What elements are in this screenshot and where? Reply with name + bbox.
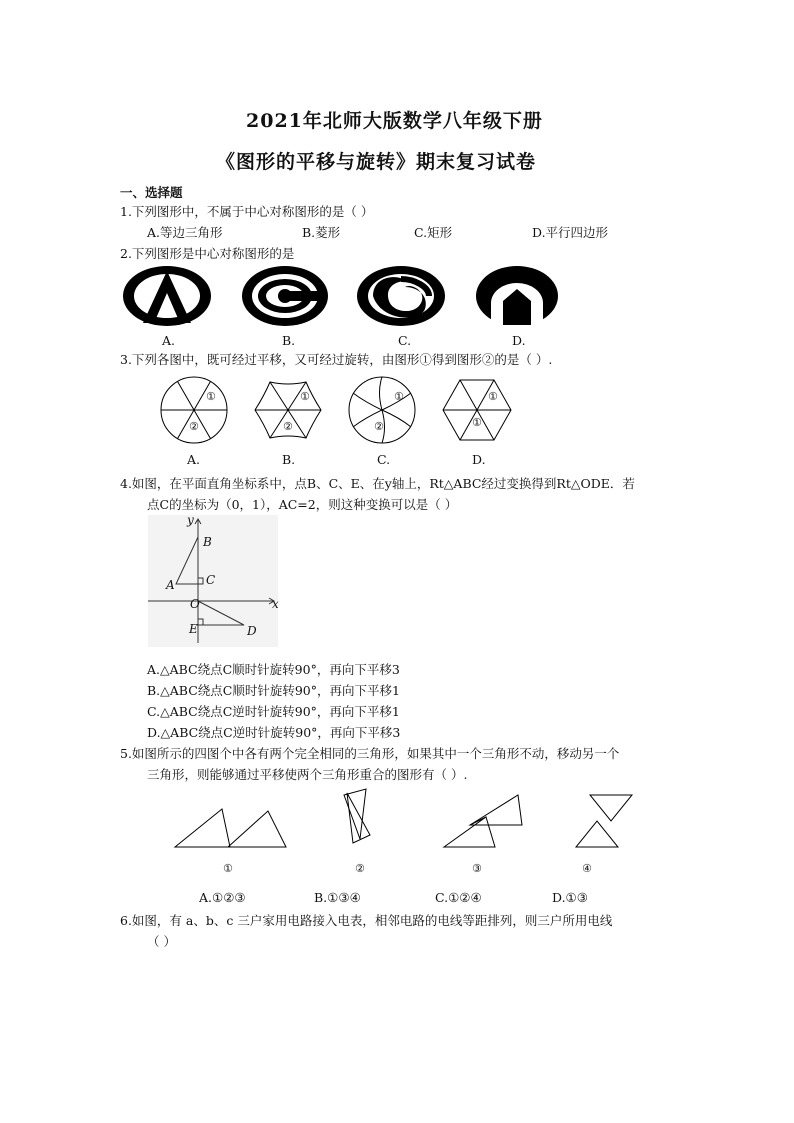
q5-figure-label-1: ① [223,862,233,875]
q3-figure-a [161,377,227,443]
q4-option-a[interactable]: A.△ABC绕点C顺时针旋转90°，再向下平移3 [147,662,400,677]
q4-label-y: y [187,513,194,527]
q4-label-b: B [203,535,212,549]
logo-a-icon [123,266,211,326]
page-subtitle: 《图形的平移与旋转》期末复习试卷 [216,151,537,173]
q2-label-a: A. [162,333,176,348]
logo-c-icon [357,266,445,326]
q3-mark-c2: ② [374,420,384,433]
q4-label-d: D [247,624,257,638]
q4-stem-line2: 点C的坐标为（0，1），AC=2，则这种变换可以是（ ） [147,497,458,512]
q5-option-a[interactable]: A.①②③ [199,890,246,905]
q3-mark-d2: ① [472,416,482,429]
q2-label-d: D. [512,333,526,348]
q2-stem: 2.下列图形是中心对称图形的是 [120,246,295,261]
q1-option-c[interactable]: C.矩形 [414,225,453,240]
section-heading: 一、选择题 [120,185,183,200]
q2-label-c: C. [398,333,412,348]
q1-option-b[interactable]: B.菱形 [302,225,341,240]
q4-label-x: x [272,597,279,611]
q5-option-b[interactable]: B.①③④ [314,890,361,905]
q4-label-o: O [190,597,200,611]
q6-stem-line2: （ ） [147,934,176,949]
q3-stem: 3.下列各图中，既可经过平移，又可经过旋转，由图形①得到图形②的是（ ）. [120,352,553,367]
q3-mark-c1: ① [394,390,404,403]
q3-mark-a1: ① [206,390,216,403]
q3-label-d: D. [472,452,486,467]
q3-figure-c [349,377,415,443]
q3-label-b: B. [282,452,296,467]
q4-option-d[interactable]: D.△ABC绕点C逆时针旋转90°，再向下平移3 [147,725,401,740]
q3-label-c: C. [377,452,391,467]
q4-label-c: C [206,573,216,587]
logo-d-icon [476,266,558,331]
q3-mark-a2: ② [189,420,199,433]
q3-mark-b2: ② [283,420,293,433]
q3-mark-d1: ① [488,390,498,403]
q4-stem-line1: 4.如图，在平面直角坐标系中，点B、C、E、在y轴上，Rt△ABC经过变换得到Rt△ODE．若 [120,476,635,491]
q2-label-b: B. [282,333,296,348]
q5-figures [170,785,640,855]
q5-figure-label-2: ② [355,862,365,875]
q5-figure-label-3: ③ [472,862,482,875]
page-title: 2021年北师大版数学八年级下册 [246,110,543,132]
q3-label-a: A. [187,452,201,467]
q3-figures [155,372,555,452]
logo-b-icon [242,266,328,326]
q5-figure-label-4: ④ [582,862,592,875]
q5-option-c[interactable]: C.①②④ [435,890,482,905]
q5-stem-line2: 三角形，则能够通过平移使两个三角形重合的图形有（ ）. [147,767,468,782]
q5-figure-1 [175,809,230,847]
q4-option-b[interactable]: B.△ABC绕点C顺时针旋转90°，再向下平移1 [147,683,400,698]
q1-option-d[interactable]: D.平行四边形 [532,225,609,240]
q5-option-d[interactable]: D.①③ [552,890,588,905]
q3-figure-d [443,380,511,440]
q4-label-a: A [166,578,175,592]
q5-stem-line1: 5.如图所示的四图个中各有两个完全相同的三角形，如果其中一个三角形不动，移动另一个 [120,746,620,761]
q6-stem-line1: 6.如图，有 a、b、c 三户家用电路接入电表，相邻电路的电线等距排列，则三户所用电线 [120,913,613,928]
q4-label-e: E [189,622,198,636]
q2-logos [115,265,675,335]
q5-figure-4 [590,795,632,821]
q1-stem: 1.下列图形中，不属于中心对称图形的是（ ） [120,204,374,219]
q4-option-c[interactable]: C.△ABC绕点C逆时针旋转90°，再向下平移1 [147,704,400,719]
q3-mark-b1: ① [300,390,310,403]
q5-figure-3 [444,817,495,847]
q1-option-a[interactable]: A.等边三角形 [147,225,223,240]
